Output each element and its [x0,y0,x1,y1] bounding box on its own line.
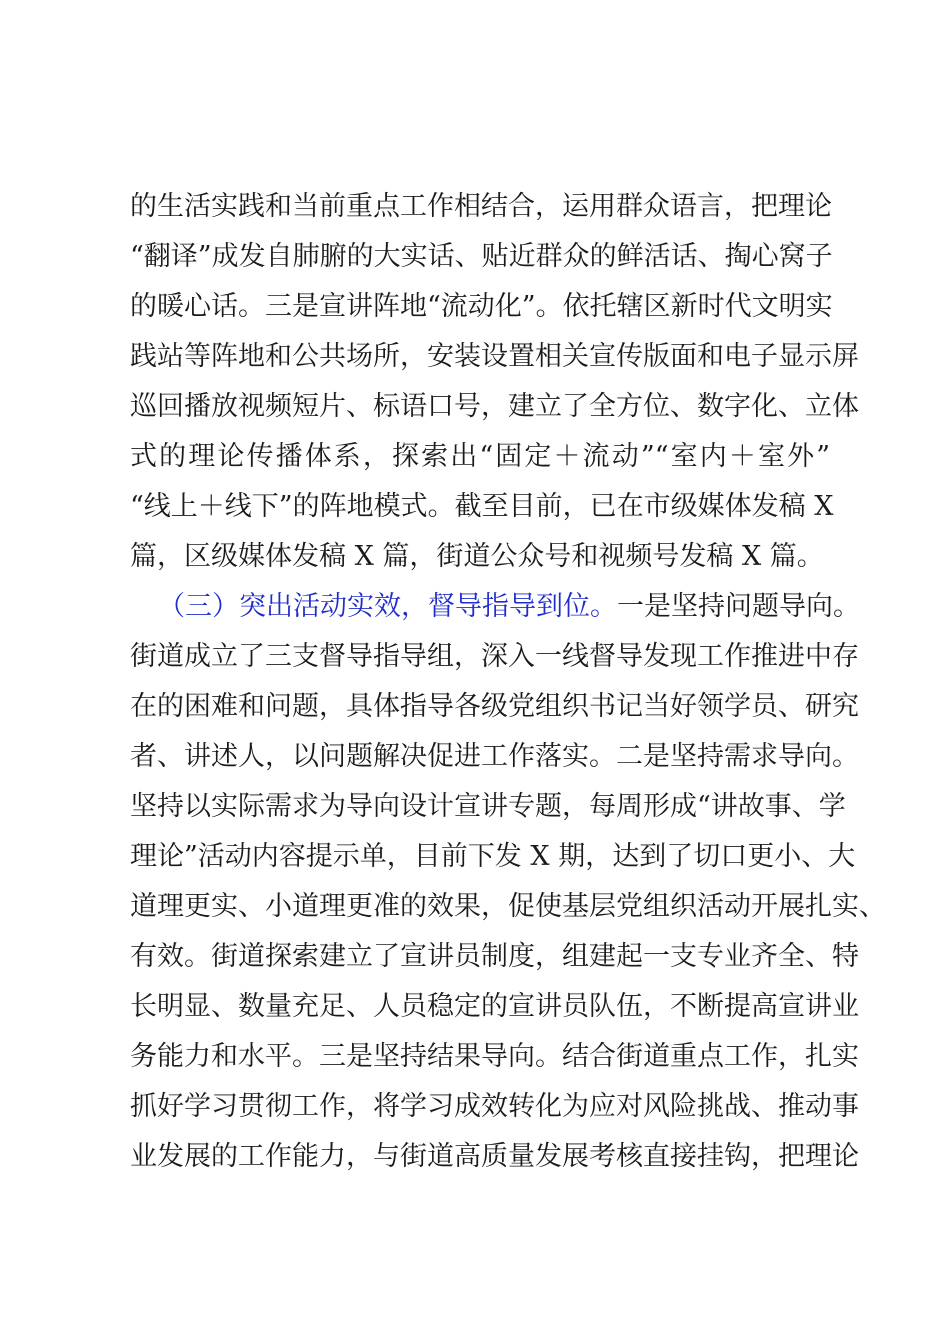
body-text-line: 业发展的工作能力，与街道高质量发展考核直接挂钩，把理论 [130,1141,859,1172]
body-text-line: 道理更实、小道理更准的效果，促使基层党组织活动开展扎实、 [130,891,886,922]
body-text-line: 抓好学习贯彻工作，将学习成效转化为应对风险挑战、推动事 [130,1091,859,1122]
body-text-line: 巡回播放视频短片、标语口号，建立了全方位、数字化、立体 [130,391,859,422]
section-3-first-line [158,582,860,632]
body-text-line: 在的困难和问题，具体指导各级党组织书记当好领学员、研究 [130,691,859,722]
body-text-line: 街道成立了三支督导指导组，深入一线督导发现工作推进中存 [130,641,859,672]
body-text-span: 一是坚持问题导向。 [617,591,860,622]
body-text-line: “翻译”成发自肺腑的大实话、贴近群众的鲜活话、掏心窝子 [130,241,833,272]
body-text-line: 有效。街道探索建立了宣讲员制度，组建起一支专业齐全、特 [130,941,859,972]
body-text-line: 务能力和水平。三是坚持结果导向。结合街道重点工作，扎实 [130,1041,859,1072]
body-text-line: 篇，区级媒体发稿 X 篇，街道公众号和视频号发稿 X 篇。 [130,541,824,572]
body-text-line: 坚持以实际需求为导向设计宣讲专题，每周形成“讲故事、学 [130,791,846,822]
body-text-line: “线上＋线下”的阵地模式。截至目前，已在市级媒体发稿 X [130,491,834,522]
section-heading: （三）突出活动实效，督导指导到位。 [158,591,617,622]
body-text-line: 的生活实践和当前重点工作相结合，运用群众语言，把理论 [130,191,832,222]
body-text-line: 的暖心话。三是宣讲阵地“流动化”。依托辖区新时代文明实 [130,291,833,322]
body-text-line: 式的理论传播体系，探索出“固定＋流动”“室内＋室外” [130,441,830,472]
body-text-line: 践站等阵地和公共场所，安装设置相关宣传版面和电子显示屏 [130,341,859,372]
body-text-line: 者、讲述人，以问题解决促进工作落实。二是坚持需求导向。 [130,741,859,772]
body-text-line: 长明显、数量充足、人员稳定的宣讲员队伍，不断提高宣讲业 [130,991,859,1022]
body-text-line: 理论”活动内容提示单，目前下发 X 期，达到了切口更小、大 [130,841,856,872]
